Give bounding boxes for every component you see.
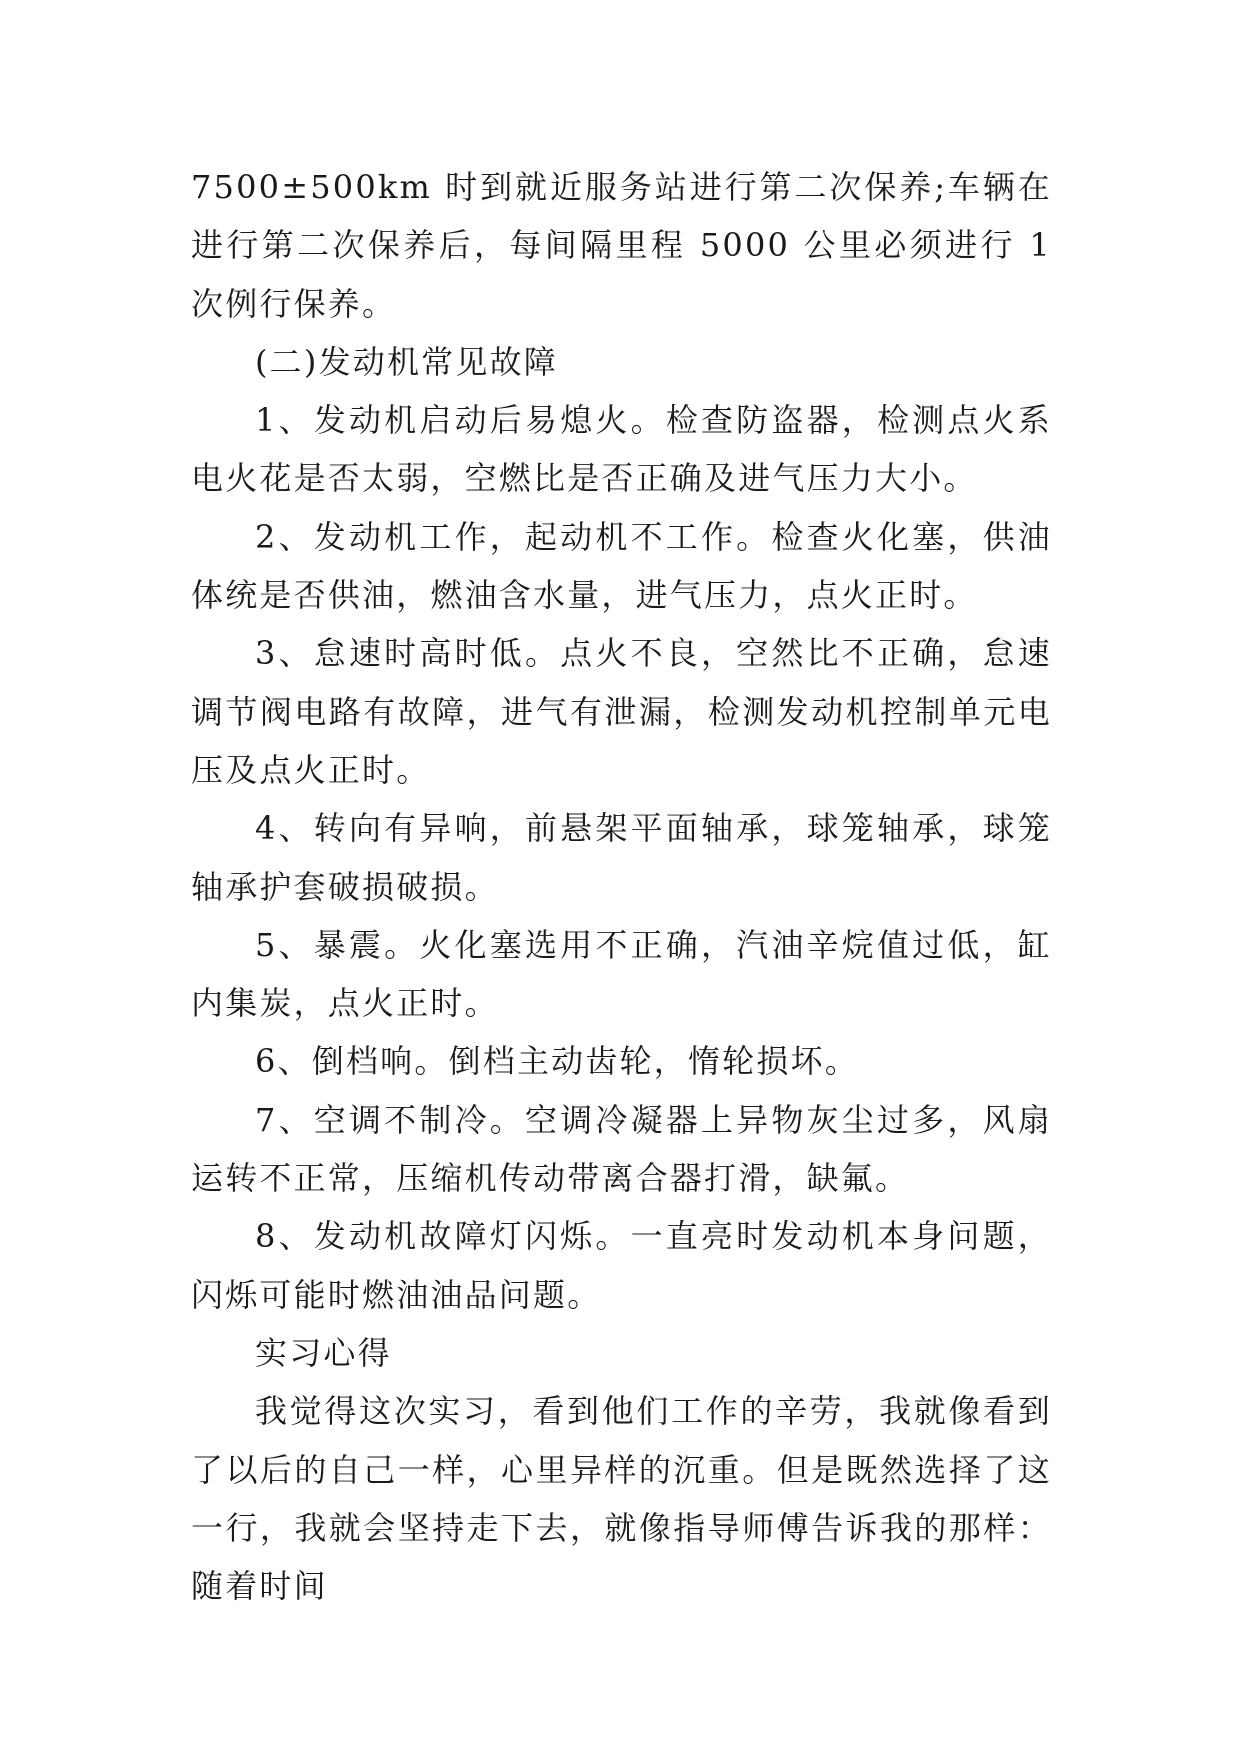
fault-item-6: 6、倒档响。倒档主动齿轮，惰轮损坏。 [255, 1042, 859, 1081]
section-heading-engine-faults: (二)发动机常见故障 [255, 342, 558, 381]
paragraph-reflection: 我觉得这次实习，看到他们工作的辛劳，我就像看到了以后的自己一样，心里异样的沉重。但是既然选择了这一行，我就会坚持走下去，就像指导师傅告诉我的那样：随着时间 [191, 1392, 1052, 1606]
section-heading-internship-reflections: 实习心得 [255, 1333, 392, 1372]
paragraph-maintenance-continued: 7500±500km 时到就近服务站进行第二次保养;车辆在进行第二次保养后，每间隔里程 5000 公里必须进行 1 次例行保养。 [191, 168, 1052, 323]
fault-item-3: 3、怠速时高时低。点火不良，空然比不正确，怠速调节阀电路有故障，进气有泄漏，检测发动机控制单元电压及点火正时。 [191, 634, 1052, 789]
fault-item-7: 7、空调不制冷。空调冷凝器上异物灰尘过多，风扇运转不正常，压缩机传动带离合器打滑，缺氟。 [191, 1100, 1052, 1198]
fault-item-1: 1、发动机启动后易熄火。检查防盗器，检测点火系电火花是否太弱，空燃比是否正确及进气压力大小。 [191, 401, 1052, 498]
fault-item-8: 8、发动机故障灯闪烁。一直亮时发动机本身问题，闪烁可能时燃油油品问题。 [191, 1217, 1052, 1314]
fault-item-4: 4、转向有异响，前悬架平面轴承，球笼轴承，球笼轴承护套破损破损。 [191, 809, 1052, 906]
fault-item-2: 2、发动机工作，起动机不工作。检查火化塞，供油体统是否供油，燃油含水量，进气压力，点火正时。 [191, 517, 1052, 615]
fault-item-5: 5、暴震。火化塞选用不正确，汽油辛烷值过低，缸内集炭，点火正时。 [191, 925, 1052, 1023]
document-body [191, 158, 1052, 1615]
